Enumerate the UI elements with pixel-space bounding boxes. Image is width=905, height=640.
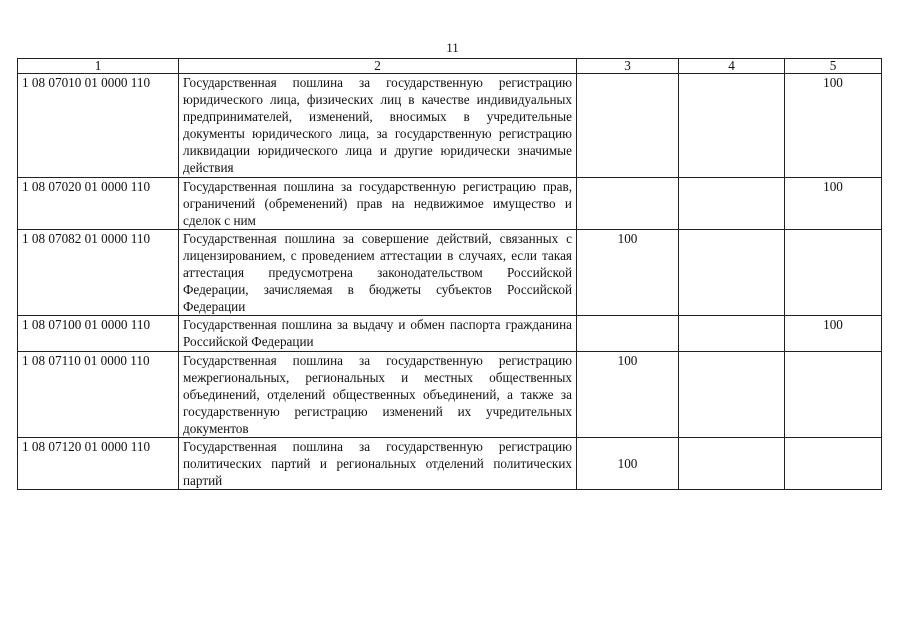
table-row bbox=[18, 316, 882, 351]
column-header: 1 bbox=[18, 59, 179, 74]
column-3-value bbox=[577, 177, 679, 229]
column-header: 4 bbox=[679, 59, 785, 74]
column-3-value bbox=[577, 316, 679, 351]
budget-code-cell: 1 08 07100 01 0000 110 bbox=[18, 316, 179, 351]
column-5-value bbox=[785, 437, 882, 489]
table-row bbox=[18, 74, 882, 178]
column-5-value bbox=[785, 351, 882, 437]
column-4-value bbox=[679, 351, 785, 437]
column-header: 3 bbox=[577, 59, 679, 74]
column-5-value bbox=[785, 229, 882, 315]
column-header: 5 bbox=[785, 59, 882, 74]
table-row bbox=[18, 437, 882, 489]
table-row bbox=[18, 351, 882, 437]
description-cell: Государственная пошлина за государственную регистрацию юридического лица, физических лиц в качестве индивидуальных предпринимателей, изменений, вносимых в учредительные документы юридического лица, за государственную регистрацию ликвидации юридического лица и другие юридически значимые действия bbox=[179, 74, 577, 178]
page-number: 11 bbox=[446, 40, 459, 55]
description-cell: Государственная пошлина за государственную регистрацию межрегиональных, региональных и местных общественных объединений, отделений общественных объединений, а также за государственную регистрацию изменений их учредительных документов bbox=[179, 351, 577, 437]
table-row bbox=[18, 177, 882, 229]
budget-code-cell: 1 08 07082 01 0000 110 bbox=[18, 229, 179, 315]
column-4-value bbox=[679, 74, 785, 178]
column-5-value: 100 bbox=[785, 74, 882, 178]
column-4-value bbox=[679, 229, 785, 315]
column-3-value: 100 bbox=[577, 437, 679, 489]
table-header-row bbox=[18, 59, 882, 74]
budget-code-cell: 1 08 07020 01 0000 110 bbox=[18, 177, 179, 229]
column-3-value bbox=[577, 74, 679, 178]
column-5-value: 100 bbox=[785, 177, 882, 229]
description-cell: Государственная пошлина за совершение действий, связанных с лицензированием, с проведением аттестации в случаях, если такая аттестация предусмотрена законодательством Российской Федерации, зачисляемая в бюджеты субъектов Российской Федерации bbox=[179, 229, 577, 315]
column-4-value bbox=[679, 437, 785, 489]
budget-code-cell: 1 08 07010 01 0000 110 bbox=[18, 74, 179, 178]
description-cell: Государственная пошлина за выдачу и обмен паспорта гражданина Российской Федерации bbox=[179, 316, 577, 351]
column-5-value: 100 bbox=[785, 316, 882, 351]
column-3-value: 100 bbox=[577, 351, 679, 437]
table-row bbox=[18, 229, 882, 315]
column-4-value bbox=[679, 177, 785, 229]
description-cell: Государственная пошлина за государственную регистрацию политических партий и региональных отделений политических партий bbox=[179, 437, 577, 489]
budget-revenue-table bbox=[17, 58, 882, 490]
column-header: 2 bbox=[179, 59, 577, 74]
column-3-value: 100 bbox=[577, 229, 679, 315]
budget-code-cell: 1 08 07110 01 0000 110 bbox=[18, 351, 179, 437]
budget-code-cell: 1 08 07120 01 0000 110 bbox=[18, 437, 179, 489]
column-4-value bbox=[679, 316, 785, 351]
description-cell: Государственная пошлина за государственную регистрацию прав, ограничений (обременений) прав на недвижимое имущество и сделок с ним bbox=[179, 177, 577, 229]
